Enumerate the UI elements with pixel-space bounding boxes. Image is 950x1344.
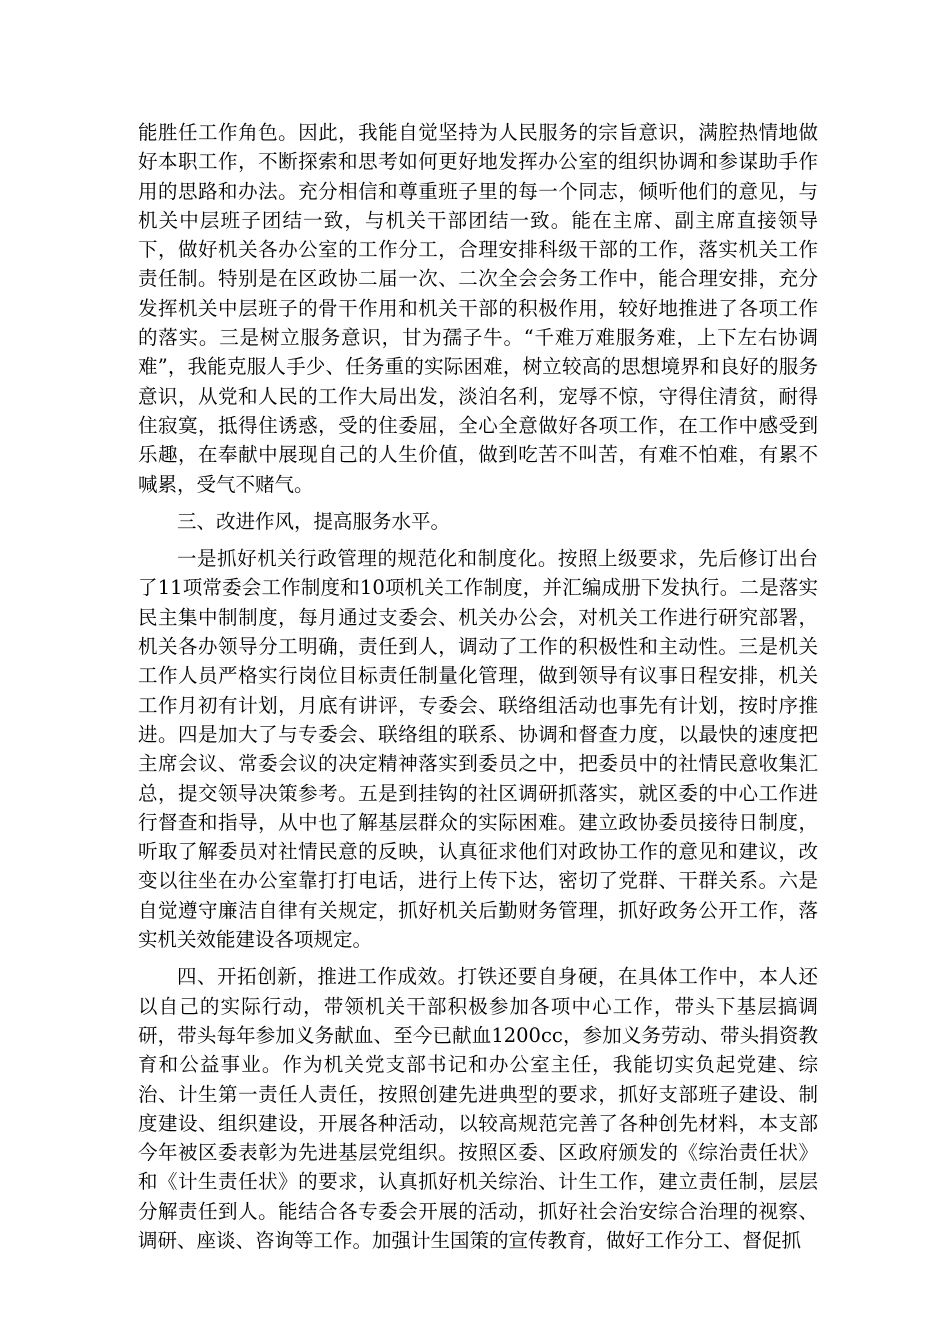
document-body	[138, 118, 818, 1255]
paragraph-administration: 一是抓好机关行政管理的规范化和制度化。按照上级要求，先后修订出台了11项常委会工作制度和10项机关工作制度，并汇编成册下发执行。二是落实民主集中制制度，每月通过支委会、机关办公会，对机关工作进行研究部署，机关各办领导分工明确，责任到人，调动了工作的积极性和主动性。三是机关工作人员严格实行岗位目标责任制量化管理，做到领导有议事日程安排，机关工作月初有计划，月底有讲评，专委会、联络组活动也事先有计划，按时序推进。四是加大了与专委会、联络组的联系、协调和督查力度，以最快的速度把主席会议、常委会议的决定精神落实到委员之中，把委员中的社情民意收集汇总，提交领导决策参考。五是到挂钩的社区调研抓落实，就区委的中心工作进行督查和指导，从中也了解基层群众的实际困难。建立政协委员接待日制度，听取了解委员对社情民意的反映，认真征求他们对政协工作的意见和建议，改变以往坐在办公室靠打打电话，进行上传下达，密切了党群、干群关系。六是自觉遵守廉洁自律有关规定，抓好机关后勤财务管理，抓好政务公开工作，落实机关效能建设各项规定。	[138, 547, 818, 952]
section-heading-improve-style: 三、改进作风，提高服务水平。	[177, 509, 451, 533]
paragraph-continuation: 能胜任工作角色。因此，我能自觉坚持为人民服务的宗旨意识，满腔热情地做好本职工作，不断探索和思考如何更好地发挥办公室的组织协调和参谋助手作用的思路和办法。充分相信和尊重班子里的每一个同志，倾听他们的意见，与机关中层班子团结一致，与机关干部团结一致。能在主席、副主席直接领导下，做好机关各办公室的工作分工，合理安排科级干部的工作，落实机关工作责任制。特别是在区政协二届一次、二次全会会务工作中，能合理安排，充分发挥机关中层班子的骨干作用和机关干部的积极作用，较好地推进了各项工作的落实。三是树立服务意识，甘为孺子牛。“千难万难服务难，上下左右协调难”，我能克服人手少、任务重的实际困难，树立较高的思想境界和良好的服务意识，从党和人民的工作大局出发，淡泊名利，宠辱不惊，守得住清贫，耐得住寂寞，抵得住诱惑，受的住委屈，全心全意做好各项工作，在工作中感受到乐趣，在奉献中展现自己的人生价值，做到吃苦不叫苦，有难不怕难，有累不喊累，受气不赌气。	[138, 121, 818, 496]
paragraph-innovation: 四、开拓创新，推进工作成效。打铁还要自身硬，在具体工作中，本人还以自己的实际行动，带领机关干部积极参加各项中心工作，带头下基层搞调研，带头每年参加义务献血、至今已献血1200cc，参加义务劳动、带头捐资教育和公益事业。作为机关党支部书记和办公室主任，我能切实负起党建、综治、计生第一责任人责任，按照创建先进典型的要求，抓好支部班子建设、制度建设、组织建设，开展各种活动，以较高规范完善了各种创先材料，本支部今年被区委表彰为先进基层党组织。按照区委、区政府颁发的《综治责任状》和《计生责任状》的要求，认真抓好机关综治、计生工作，建立责任制，层层分解责任到人。能结合各专委会开展的活动，抓好社会治安综合治理的视察、调研、座谈、咨询等工作。加强计生国策的宣传教育，做好工作分工、督促抓	[138, 965, 818, 1252]
